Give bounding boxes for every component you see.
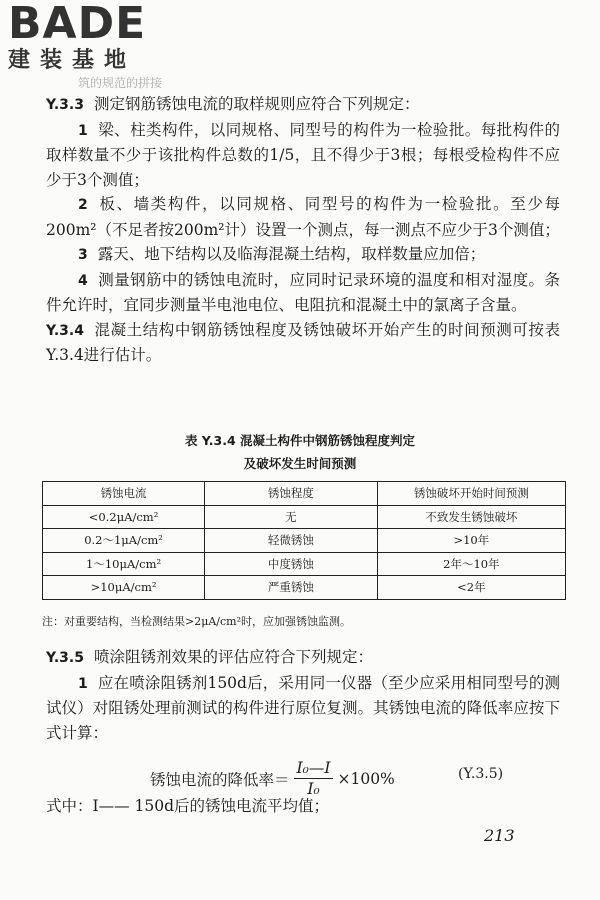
list-item — [46, 268, 560, 318]
table-cell: 2年～10年 — [377, 552, 565, 576]
table-cell: 0.2～1μA/cm² — [43, 529, 205, 553]
formula-rhs: ×100% — [337, 769, 395, 788]
item-number: 2 — [78, 197, 88, 213]
item-text: 测量钢筋中的锈蚀电流时，应同时记录环境的温度和相对湿度。条件允许时，宜同步测量半电池电位、电阻抗和混凝土中的氯离子含量。 — [46, 270, 560, 314]
formula — [150, 758, 395, 799]
section-title: 喷涂阻锈剂效果的评估应符合下列规定： — [93, 648, 373, 666]
table-cell: 1～10μA/cm² — [43, 552, 205, 576]
where-clause — [46, 794, 560, 819]
table-title-line1: 表 Y.3.4 混凝土构件中钢筋锈蚀程度判定 — [184, 433, 416, 448]
column-header: 锈蚀电流 — [43, 482, 205, 506]
section-y35 — [46, 645, 560, 745]
table-row — [43, 552, 566, 576]
list-item — [46, 671, 560, 746]
column-header: 锈蚀程度 — [205, 482, 378, 506]
page-number: 213 — [484, 826, 515, 845]
table-cell: 轻微锈蚀 — [205, 529, 378, 553]
section-number: Y.3.3 — [46, 97, 84, 113]
corrosion-table — [42, 481, 566, 600]
formula-fraction — [294, 758, 334, 799]
section-number: Y.3.5 — [46, 650, 84, 666]
table-cell: 无 — [205, 505, 378, 529]
table-note: 注：对重要结构，当检测结果>2μA/cm²时，应加强锈蚀监测。 — [42, 615, 352, 628]
list-item — [46, 118, 560, 193]
table-cell: >10年 — [377, 529, 565, 553]
formula-lhs: 锈蚀电流的降低率＝ — [150, 770, 290, 789]
table-cell: 中度锈蚀 — [205, 552, 378, 576]
item-text: 应在喷涂阻锈剂150d后，采用同一仪器（至少应采用相同型号的测试仪）对阻锈处理前测试的构件进行原位复测。其锈蚀电流的降低率应按下式计算： — [46, 673, 560, 742]
list-item — [46, 192, 560, 242]
table-row — [43, 576, 566, 600]
table-cell: >10μA/cm² — [43, 576, 205, 600]
section-heading — [46, 645, 560, 671]
item-text: 梁、柱类构件，以同规格、同型号的构件为一检验批。每批构件的取样数量不少于该批构件总数的1/5，且不得少于3根；每根受检构件不应少于3个测值； — [46, 120, 560, 189]
table-title-line2: 及破坏发生时间预测 — [243, 456, 357, 471]
table-cell: <0.2μA/cm² — [43, 505, 205, 529]
logo-text-en: BADE — [8, 0, 147, 49]
section-heading — [46, 318, 560, 368]
section-heading — [46, 92, 560, 118]
item-text: 板、墙类构件，以同规格、同型号的构件为一检验批。至少每200m²（不足者按200m²计）设置一个测点，每一测点不应少于3个测值； — [46, 195, 560, 239]
where-line: 式中：I—— 150d后的锈蚀电流平均值； — [46, 797, 330, 815]
column-header: 锈蚀破坏开始时间预测 — [377, 482, 565, 506]
table-cell: 不致发生锈蚀破坏 — [377, 505, 565, 529]
table-cell: 严重锈蚀 — [205, 576, 378, 600]
table-row — [43, 529, 566, 553]
table-cell: <2年 — [377, 576, 565, 600]
equation-number: (Y.3.5) — [458, 766, 504, 782]
section-y33 — [46, 92, 560, 368]
item-number: 1 — [78, 122, 88, 139]
table-header-row — [43, 482, 566, 506]
logo-text-cn: 建装基地 — [8, 48, 137, 73]
running-head: 筑的规范的拼接 — [78, 76, 163, 90]
formula-denominator: I₀ — [307, 780, 320, 798]
section-number: Y.3.4 — [46, 322, 84, 339]
bade-logo — [8, 2, 146, 74]
table-row — [43, 505, 566, 529]
item-number: 4 — [78, 272, 88, 289]
section-title: 测定钢筋锈蚀电流的取样规则应符合下列规定： — [93, 95, 420, 113]
list-item — [46, 242, 560, 268]
item-text: 露天、地下结构以及临海混凝土结构，取样数量应加倍； — [97, 245, 486, 263]
item-number: 3 — [78, 247, 88, 263]
section-text: 混凝土结构中钢筋锈蚀程度及锈蚀破坏开始产生的时间预测可按表Y.3.4进行估计。 — [46, 320, 560, 364]
formula-numerator: I₀—I — [294, 758, 334, 779]
item-number: 1 — [78, 675, 88, 692]
